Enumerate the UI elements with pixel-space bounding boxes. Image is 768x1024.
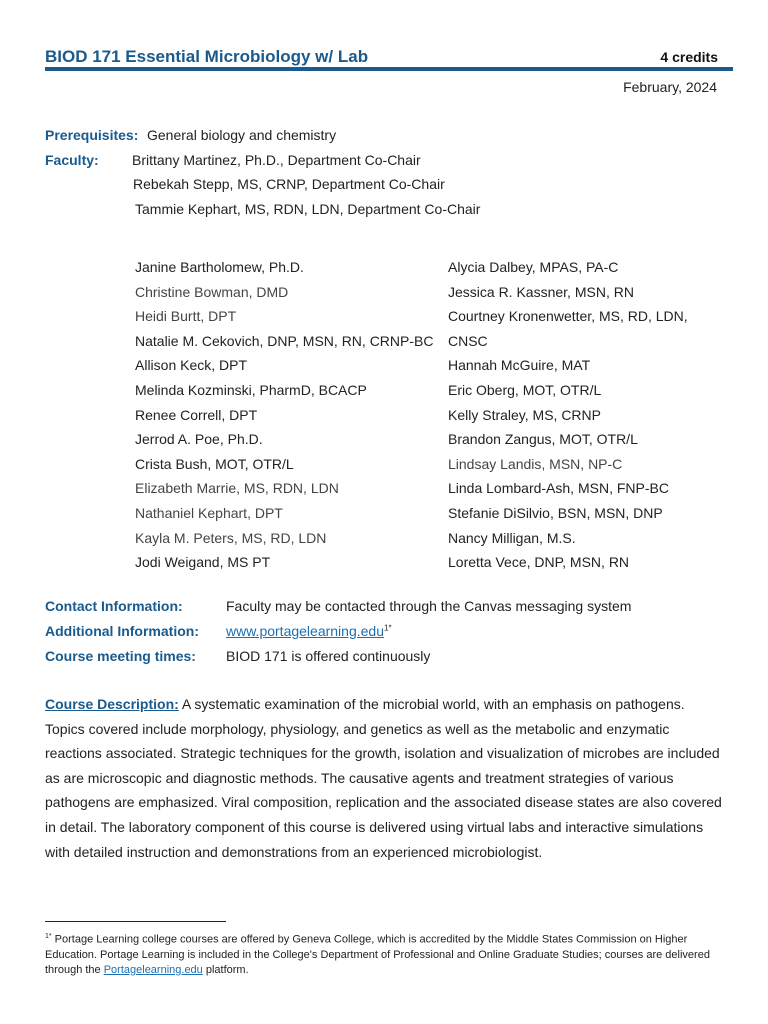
course-description	[45, 692, 725, 864]
contact-label: Contact Information:	[45, 598, 183, 614]
faculty-member: Eric Oberg, MOT, OTR/L	[448, 381, 602, 398]
faculty-member: Alycia Dalbey, MPAS, PA-C	[448, 259, 619, 275]
faculty-left-column	[135, 255, 433, 575]
faculty-member: Jerrod A. Poe, Ph.D.	[135, 431, 263, 448]
portage-website-link[interactable]: www.portagelearning.edu	[226, 623, 384, 639]
faculty-member: Linda Lombard-Ash, MSN, FNP-BC	[448, 480, 669, 497]
faculty-member: Melinda Kozminski, PharmD, BCACP	[135, 381, 367, 398]
meeting-times-label: Course meeting times:	[45, 648, 196, 664]
footnote-marker: 1*	[45, 933, 52, 940]
course-description-heading: Course Description	[45, 696, 175, 712]
faculty-member: Janine Bartholomew, Ph.D.	[135, 259, 304, 275]
faculty-label: Faculty:	[45, 152, 99, 168]
faculty-member: CNSC	[448, 332, 488, 349]
faculty-member: Jessica R. Kassner, MSN, RN	[448, 283, 634, 300]
faculty-member: Lindsay Landis, MSN, NP-C	[448, 455, 623, 472]
credits-label: 4 credits	[660, 49, 718, 65]
footnote	[45, 929, 725, 978]
faculty-member: Brandon Zangus, MOT, OTR/L	[448, 431, 638, 448]
footnote-text: Portage Learning college courses are offered by Geneva College, which is accredited by the Middle States Commission on Higher Education. Portage Learning is included in the College's Department of Professional and Online Graduate Studies; courses are delivered through the	[45, 933, 710, 976]
faculty-member: Christine Bowman, DMD	[135, 283, 289, 300]
contact-value: Faculty may be contacted through the Canvas messaging system	[226, 598, 632, 614]
document-date: February, 2024	[623, 79, 717, 95]
faculty-member: Nathaniel Kephart, DPT	[135, 504, 283, 521]
footnote-link[interactable]: Portagelearning.edu	[103, 963, 203, 976]
faculty-right-column	[448, 255, 688, 575]
faculty-chair: Brittany Martinez, Ph.D., Department Co-Chair	[132, 152, 421, 168]
footnote-separator	[45, 921, 226, 922]
faculty-chair: Rebekah Stepp, MS, CRNP, Department Co-Chair	[133, 176, 445, 192]
course-description-text: A systematic examination of the microbial world, with an emphasis on pathogens. Topics covered include morphology, physiology, and genetics as well as the metabolic and enzymatic reactions associated. Strategic techniques for the growth, isolation and visualization of microbes are included as are microscopic and diagnostic methods. The causative agents and treatment strategies of various pathogens are emphasized. Viral composition, replication and the associated disease states are also covered in detail. The laboratory component of this course is delivered using virtual labs and interactive simulations with detailed instruction and demonstrations from an experienced microbiologist.	[45, 696, 722, 860]
faculty-member: Crista Bush, MOT, OTR/L	[135, 455, 294, 472]
additional-value	[226, 623, 392, 639]
faculty-member: Allison Keck, DPT	[135, 357, 248, 374]
course-title: BIOD 171 Essential Microbiology w/ Lab	[45, 47, 369, 66]
faculty-member: Renee Correll, DPT	[135, 406, 258, 423]
footnote-reference: 1*	[384, 623, 392, 633]
faculty-member: Heidi Burtt, DPT	[135, 308, 237, 325]
prerequisites-label: Prerequisites:	[45, 127, 139, 143]
additional-label: Additional Information:	[45, 623, 199, 639]
faculty-member: Kayla M. Peters, MS, RD, LDN	[135, 529, 327, 546]
faculty-member: Stefanie DiSilvio, BSN, MSN, DNP	[448, 504, 663, 521]
header-rule	[45, 67, 733, 71]
course-description-colon: :	[174, 696, 179, 712]
prerequisites-value: General biology and chemistry	[147, 127, 337, 143]
faculty-member: Natalie M. Cekovich, DNP, MSN, RN, CRNP-BC	[135, 332, 434, 349]
faculty-member: Loretta Vece, DNP, MSN, RN	[448, 554, 630, 571]
faculty-member: Kelly Straley, MS, CRNP	[448, 406, 601, 423]
faculty-member: Elizabeth Marrie, MS, RDN, LDN	[135, 480, 339, 497]
faculty-member: Courtney Kronenwetter, MS, RD, LDN,	[448, 308, 688, 325]
meeting-times-value: BIOD 171 is offered continuously	[226, 648, 431, 664]
faculty-member: Nancy Milligan, M.S.	[448, 529, 576, 546]
footnote-text-end: platform.	[202, 963, 249, 976]
faculty-member: Hannah McGuire, MAT	[448, 357, 591, 374]
faculty-chair: Tammie Kephart, MS, RDN, LDN, Department Co-Chair	[135, 201, 481, 217]
faculty-member: Jodi Weigand, MS PT	[135, 554, 271, 571]
